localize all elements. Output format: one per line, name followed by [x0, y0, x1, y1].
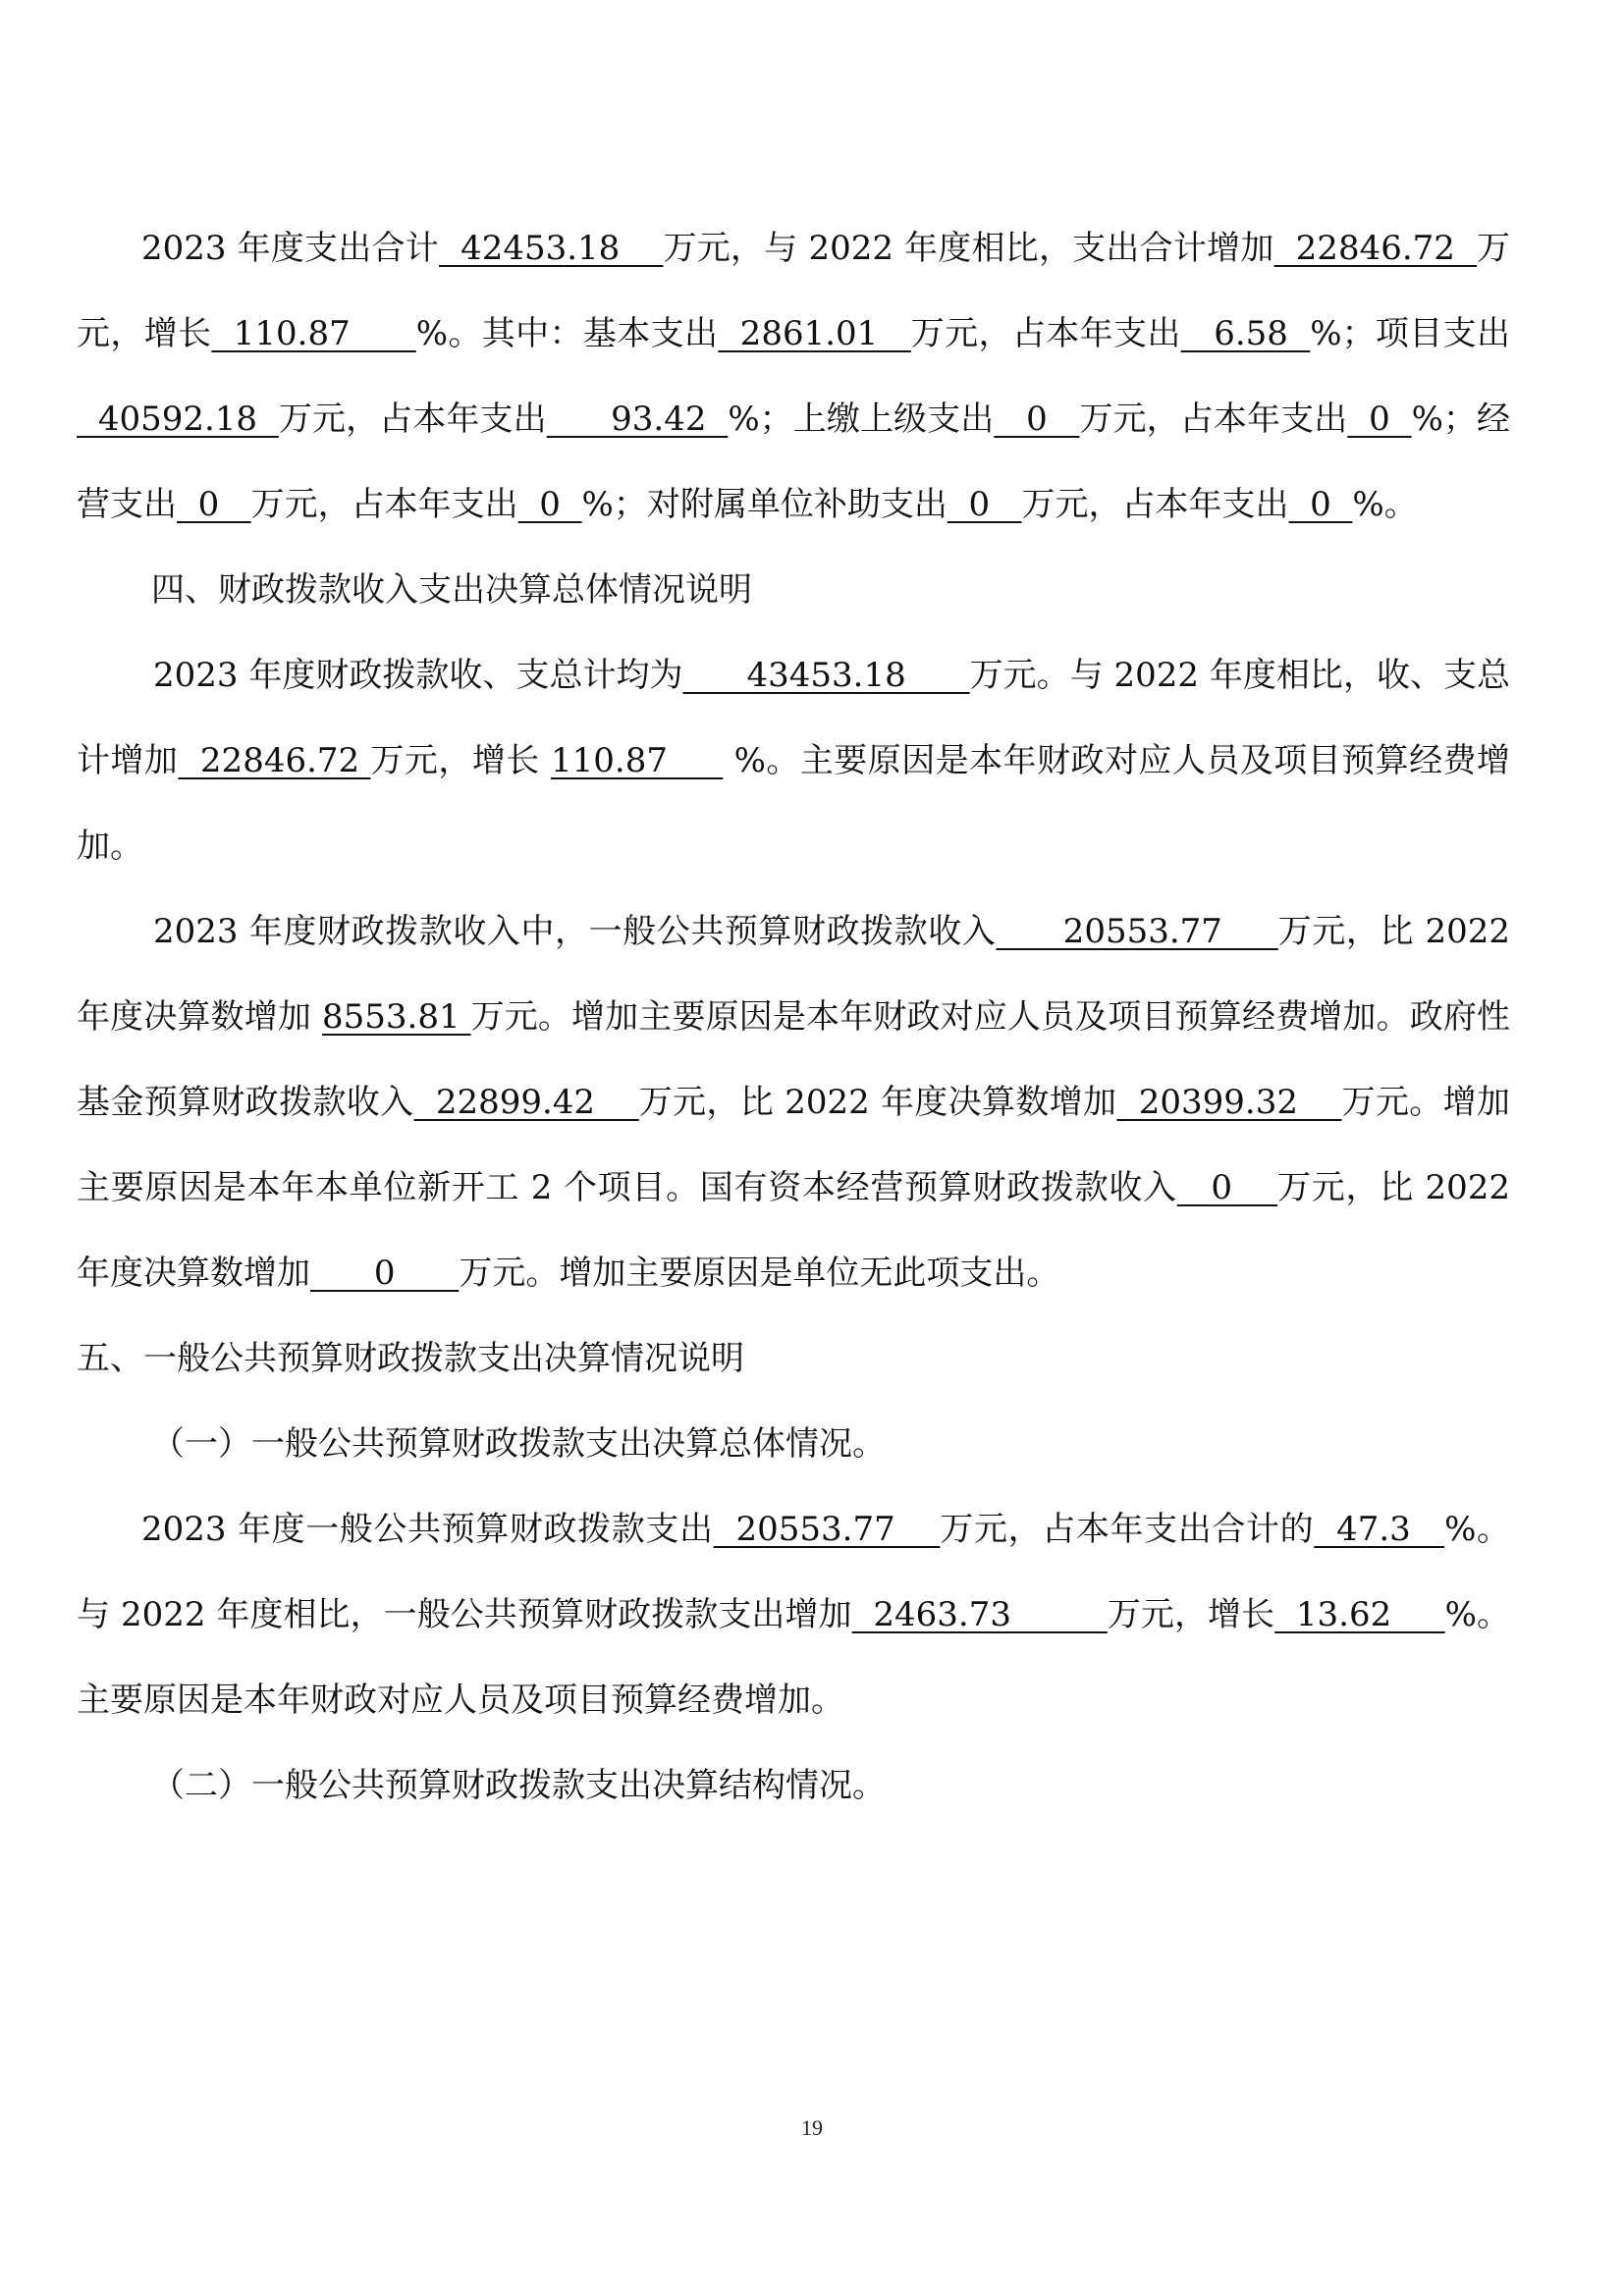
subsection-heading-5-2: （二）一般公共预算财政拨款支出决算结构情况。: [151, 1766, 886, 1805]
general-budget-expenditure-value: 20553.77: [713, 1510, 941, 1549]
text: %。主要原因是本年财政对应人员及项目预算经费增加。: [77, 741, 1511, 866]
section-heading-5: 五、一般公共预算财政拨款支出决算情况说明: [77, 1339, 744, 1378]
text: 2023 年度一般公共预算财政拨款支出: [141, 1510, 714, 1549]
fiscal-income-breakdown-paragraph: [77, 889, 1510, 1316]
text: %；上缴上级支出: [728, 400, 995, 439]
basic-expenditure-share: 6.58: [1180, 314, 1311, 353]
text: 万元，占本年支出: [1079, 400, 1348, 439]
text: 万元，占本年支出: [250, 485, 518, 524]
text: 万元，占本年支出合计的: [940, 1510, 1315, 1549]
text: %；对附属单位补助支出: [581, 485, 947, 524]
general-budget-expenditure-growth: 13.62: [1274, 1595, 1445, 1634]
fiscal-total-growth-value: 110.87: [551, 741, 724, 780]
text: 2023 年度财政拨款收、支总计均为: [153, 656, 683, 695]
subsidiary-subsidy-value: 0: [947, 485, 1022, 524]
project-expenditure-share: 93.42: [546, 400, 729, 439]
upper-level-expenditure-value: 0: [994, 400, 1080, 439]
general-budget-expenditure-share: 47.3: [1314, 1510, 1445, 1549]
expenditure-summary-paragraph: [77, 206, 1510, 548]
text: 万元，增长: [370, 741, 552, 780]
subsidiary-subsidy-share: 0: [1288, 485, 1353, 524]
fiscal-appropriation-overview-paragraph: [77, 633, 1510, 889]
text: 2023 年度支出合计: [141, 229, 439, 268]
text: 万元。增加主要原因是本年财政对应人员及项目预算经费增加。政府性基金预算财政拨款收入: [77, 997, 1511, 1122]
text: 万元，增长: [77, 229, 1510, 353]
text: 万元，比 2022 年度决算数增加: [77, 912, 1510, 1037]
basic-expenditure-value: 2861.01: [718, 314, 911, 353]
expenditure-growth-value: 110.87: [211, 314, 416, 353]
general-budget-expenditure-paragraph: [77, 1487, 1510, 1743]
general-budget-income-value: 20553.77: [996, 912, 1278, 951]
text: 万元，与 2022 年度相比，支出合计增加: [663, 229, 1274, 268]
text: 万元，占本年支出: [910, 314, 1181, 353]
operating-expenditure-share: 0: [517, 485, 582, 524]
government-fund-income-value: 22899.42: [413, 1083, 639, 1122]
general-budget-increase-value: 8553.81: [322, 997, 471, 1037]
text: 万元。增加主要原因是本年本单位新开工 2 个项目。国有资本经营预算财政拨款收入: [77, 1083, 1511, 1207]
text: 万元，比 2022 年度决算数增加: [638, 1083, 1117, 1122]
subsection-heading-5-1: （一）一般公共预算财政拨款支出决算总体情况。: [151, 1424, 886, 1464]
fiscal-total-increase-value: 22846.72: [178, 741, 371, 780]
text: 万元。与 2022 年度相比，收、支总计增加: [77, 656, 1511, 780]
project-expenditure-value: 40592.18: [77, 400, 279, 439]
general-budget-expenditure-increase: 2463.73: [851, 1595, 1108, 1634]
text: 万元，占本年支出: [1021, 485, 1289, 524]
expenditure-increase-value: 22846.72: [1273, 229, 1477, 268]
section-heading-4: 四、财政拨款收入支出决算总体情况说明: [151, 570, 752, 610]
text: %。其中：基本支出: [415, 314, 719, 353]
text: 万元，增长: [1107, 1595, 1275, 1634]
text: 万元，比 2022 年度决算数增加: [77, 1168, 1510, 1293]
total-expenditure-value: 42453.18: [438, 229, 664, 268]
text: %。主要原因是本年财政对应人员及项目预算经费增加。: [77, 1595, 1510, 1720]
document-body: [77, 206, 1510, 1829]
text: %；经营支出: [77, 400, 1510, 524]
text: 2023 年度财政拨款收入中，一般公共预算财政拨款收入: [153, 912, 997, 951]
upper-level-expenditure-share: 0: [1347, 400, 1412, 439]
fiscal-total-value: 43453.18: [682, 656, 970, 695]
page-number: 19: [801, 2115, 823, 2140]
text: 万元。增加主要原因是单位无此项支出。: [459, 1254, 1060, 1293]
operating-expenditure-value: 0: [177, 485, 251, 524]
text: 万元，占本年支出: [278, 400, 547, 439]
government-fund-increase-value: 20399.32: [1116, 1083, 1342, 1122]
state-capital-income-value: 0: [1176, 1168, 1278, 1207]
text: %。: [1352, 485, 1418, 524]
state-capital-increase-value: 0: [310, 1254, 460, 1293]
text: %。与 2022 年度相比，一般公共预算财政拨款支出增加: [77, 1510, 1511, 1634]
text: %；项目支出: [1310, 314, 1511, 353]
